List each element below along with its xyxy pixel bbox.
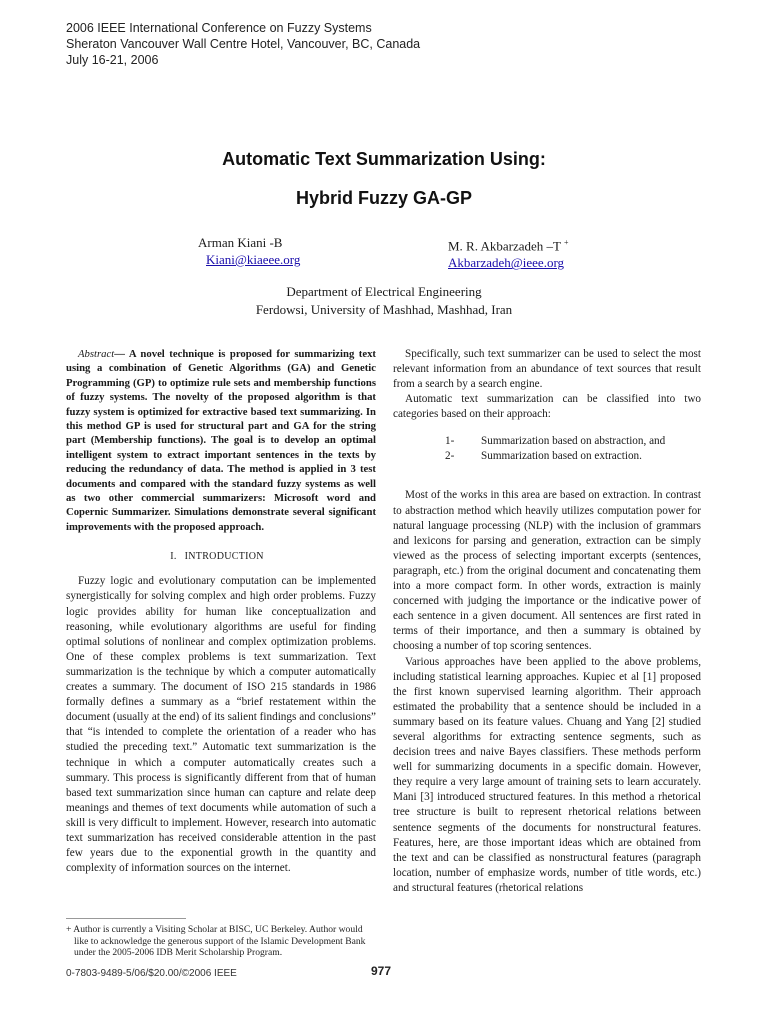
right-column (393, 347, 701, 896)
section-title: INTRODUCTION (184, 551, 264, 563)
footnote-divider (66, 918, 186, 919)
abstract-label: Abstract (78, 348, 115, 360)
conference-header (66, 20, 420, 68)
paper-title-line2: Hybrid Fuzzy GA-GP (295, 188, 472, 208)
author-2-name: M. R. Akbarzadeh –T (448, 238, 561, 254)
list-item-text: Summarization based on extraction. (481, 450, 642, 463)
footnote-text: + Author is currently a Visiting Scholar at BISC, UC Berkeley. Author would like to acknowledge the generous support of the Islamic Development Bank under the 2005-2006 IDB Merit Scholarship Program. (66, 924, 366, 958)
section-number: I. (170, 551, 177, 563)
copyright-notice: 0-7803-9489-5/06/$20.00/©2006 IEEE (66, 968, 237, 979)
paper-title-line1: Automatic Text Summarization Using: (222, 149, 546, 169)
conference-dates: July 16-21, 2006 (66, 53, 159, 67)
author-2-footnote-mark: + (564, 238, 569, 247)
list-item-number: 2- (445, 450, 455, 463)
paragraph-extraction: Most of the works in this area are based on extraction. In contrast to abstraction method which heavily utilizes computation power for natural language processing (NLP) with the inclusion of grammars and lexicons for parsing and generation, extraction can be simply viewed as the process of selecting important excerpts (sentences, paragraph, etc.) from the original document and concatenating them into a more compact form. In other words, extraction is mainly concerned with judging the importance or the indicative power of each sentence in a given document. All sentences are first rated in terms of their importance, and then a summary is obtained by choosing a number of top scoring sentences. (393, 489, 701, 653)
affiliation-university: Ferdowsi, University of Mashhad, Mashhad, Iran (255, 302, 513, 317)
affiliation-department: Department of Electrical Engineering (286, 284, 482, 299)
conference-name: 2006 IEEE International Conference on Fuzzy Systems (66, 21, 372, 35)
author-2 (448, 234, 569, 271)
list-item (393, 449, 701, 464)
affiliation (0, 283, 768, 319)
intro-paragraph: Fuzzy logic and evolutionary computation can be implemented synergistically for solving complex and high order problems. Fuzzy logic provides ability for human like conceptualization and reasoning, while evolutionary algorithms are useful for finding optimal solutions of nonlinear and complex optimization problems. One of these complex problems is text summarization. Text summarization is the technique by which a computer automatically creates a summary. The document of ISO 215 standards in 1986 formally defines a summary as a “brief restatement within the document (usually at the end) of its salient findings and conclusions” that “is intended to complete the orientation of a reader who has studied the preceding text.” Automatic text summarization is the technique in which a computer automatically creates such a summary. This process is significantly different from that of human based text summarization since human can capture and relate deep meanings and themes of text documents while automation of such a skill is very difficult to implement. However, research into automatic text summarization has received considerable attention in the past few years due to the exponential growth in the quantity and complexity of information sources on the internet. (66, 575, 376, 875)
left-column (66, 347, 376, 876)
section-heading-introduction (66, 549, 376, 564)
page-number: 977 (371, 964, 392, 978)
list-item (393, 434, 701, 449)
list-item-text: Summarization based on abstraction, and (481, 435, 666, 448)
author-1-name: Arman Kiani -B (198, 235, 283, 250)
paragraph-classification: Automatic text summarization can be classified into two categories based on their approach: (393, 393, 701, 421)
author-1 (198, 234, 300, 268)
paragraph-approaches: Various approaches have been applied to the above problems, including statistical learning approaches. Kupiec et al [1] proposed the first known supervised learning algorithm. Their approach estimated the probability that a sentence should be included in a summary based on its feature values. Chuang and Yang [2] studied several algorithms for extracting sentence segments, such as decision trees and naive Bayes classifiers. These methods perform well for summarizing documents in a specific domain. However, they require a very large amount of training sets to learn accurately. Mani [3] introduced structured features. In this method a rhetorical tree structure is built to represent rhetorical relations between sentence segments of the documents for nonstructural features. Features, here, are those important ideas which are obtained from the text and can be classified as nonstructural features (paragraph location, number of emphasize words, number of title words, etc.) and structural features (rhetorical relations (393, 655, 701, 894)
approach-list (393, 434, 701, 464)
author-2-email-link[interactable]: Akbarzadeh@ieee.org (448, 255, 565, 271)
abstract (66, 347, 376, 534)
abstract-dash: — (114, 348, 125, 360)
abstract-text: A novel technique is proposed for summarizing text using a combination of Genetic Algorithms (GA) and Genetic Programming (GP) to optimize rule sets and membership functions of fuzzy systems. The novelty of the proposed algorithm is that fuzzy system is optimized for extractive based text summarizing. In this method GP is used for structural part and GA for the string part (Membership functions). The goal is to develop an optimal intelligent system to extract important sentences in the texts by reducing the redundancy of data. The method is applied in 3 test documents and compared with the standard fuzzy systems as well as two other commercial summarizers: Microsoft word and Copernic Summarizer. Simulations demonstrate several significant improvements with the proposed approach. (66, 348, 376, 533)
list-item-number: 1- (445, 435, 455, 448)
footnote (66, 924, 376, 959)
author-1-email-link[interactable]: Kiani@kiaeee.org (206, 252, 301, 267)
paragraph-specifically: Specifically, such text summarizer can be used to select the most relevant information from an abundance of text sources that result from a search by a search engine. (393, 348, 701, 391)
conference-venue: Sheraton Vancouver Wall Centre Hotel, Vancouver, BC, Canada (66, 37, 421, 51)
